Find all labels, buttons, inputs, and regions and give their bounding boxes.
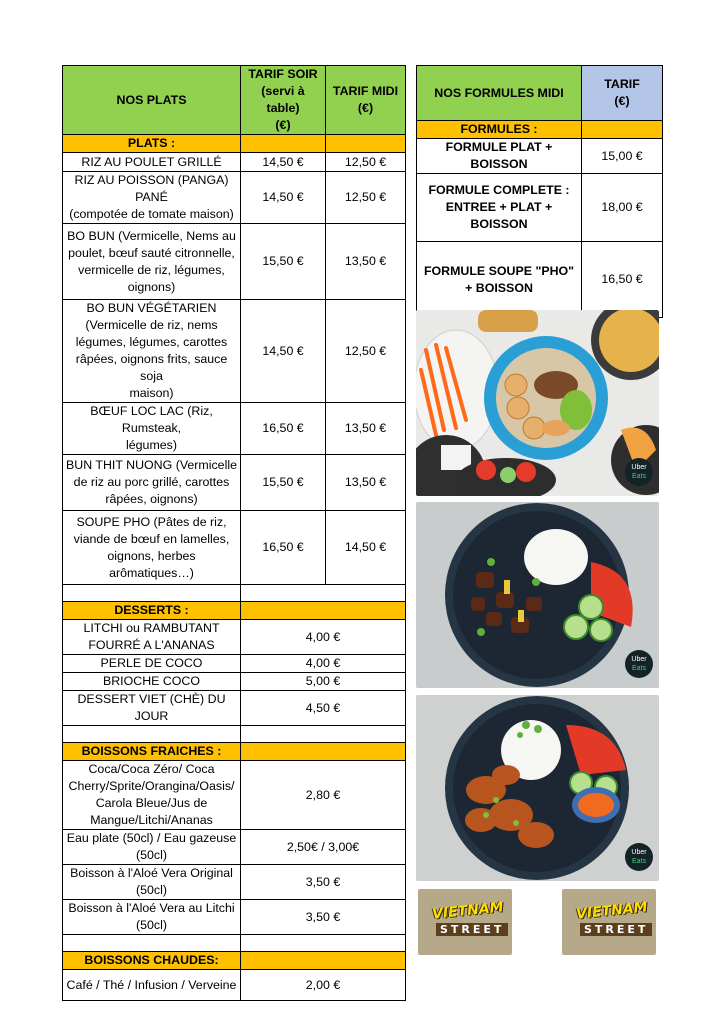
item-name-line: (50cl) — [136, 883, 167, 897]
item-price: 4,00 € — [241, 655, 406, 673]
item-name-line: ENTREE + PLAT + BOISSON — [445, 200, 553, 231]
boisson-chaude-row — [63, 970, 406, 1001]
item-name-line: Boisson à l'Aloé Vera Original — [70, 866, 233, 880]
vietnam-street-logo — [562, 889, 656, 955]
formule-row — [417, 139, 663, 174]
item-name-line: Coca/Coca Zéro/ Coca — [88, 762, 215, 776]
logo-line1: VIETNAM — [575, 899, 649, 923]
price-midi: 14,50 € — [326, 511, 406, 585]
item-price: 3,50 € — [241, 865, 406, 900]
formule-name — [417, 139, 582, 174]
badge-line2: Eats — [631, 473, 646, 480]
item-name-line: poulet, bœuf sauté citronnelle, — [68, 245, 235, 260]
plat-row — [63, 511, 406, 585]
section-label-desserts: DESSERTS : — [63, 602, 241, 620]
bo-bun-illustration — [416, 310, 659, 496]
boisson-fraiche-row — [63, 761, 406, 830]
beef-rice-photo — [416, 502, 659, 688]
bo-bun-photo — [416, 310, 659, 496]
formule-row — [417, 174, 663, 242]
item-name-line: RIZ AU POULET GRILLÉ — [81, 154, 222, 169]
item-name-line: FORMULE PLAT + BOISSON — [445, 140, 553, 171]
tarif-soir-line1: TARIF SOIR — [248, 67, 318, 81]
item-name-line: BŒUF LOC LAC (Riz, Rumsteak, — [90, 404, 213, 435]
section-row-plats — [63, 135, 406, 153]
item-name-line: BRIOCHE COCO — [102, 674, 201, 688]
item-name — [63, 865, 241, 900]
formule-name — [417, 174, 582, 242]
price-midi: 12,50 € — [326, 153, 406, 172]
dessert-row — [63, 620, 406, 655]
badge-line2: Eats — [631, 665, 646, 672]
item-name-line: oignons, herbes arômatiques…) — [107, 548, 196, 580]
item-name — [63, 655, 241, 673]
item-name-line: Cherry/Sprite/Orangina/Oasis/ — [68, 779, 235, 793]
spacer-row — [63, 726, 406, 743]
item-name-line: légumes, légumes, carottes — [75, 335, 228, 349]
item-price: 2,00 € — [241, 970, 406, 1001]
item-price: 3,50 € — [241, 900, 406, 935]
item-price: 2,80 € — [241, 761, 406, 830]
item-name-line: BO BUN (Vermicelle, Nems au — [67, 228, 236, 243]
item-name-line: de riz au porc grillé, carottes — [73, 475, 230, 489]
section-label-formules: FORMULES : — [417, 121, 582, 139]
price-soir: 15,50 € — [241, 224, 326, 300]
tarif-soir-heading — [241, 66, 326, 135]
item-name-line: légumes) — [126, 438, 177, 452]
item-name-line: FORMULE COMPLETE : — [428, 183, 570, 197]
spacer-row — [63, 935, 406, 952]
plat-name — [63, 300, 241, 403]
item-name — [63, 761, 241, 830]
plat-row — [63, 300, 406, 403]
item-name-line: BO BUN VÉGÉTARIEN — [86, 301, 217, 315]
nos-formules-heading: NOS FORMULES MIDI — [417, 66, 582, 121]
tarif-soir-line3: (€) — [275, 118, 291, 132]
plat-name — [63, 172, 241, 224]
item-name-line: Mangue/Litchi/Ananas — [90, 813, 213, 827]
plats-header-row — [63, 66, 406, 135]
logo-line2: STREET — [580, 923, 652, 936]
tarif-midi-line1: TARIF MIDI — [332, 84, 399, 98]
chicken-rice-illustration — [416, 695, 659, 881]
item-name-line: viande de bœuf en lamelles, — [73, 531, 230, 546]
item-name — [63, 830, 241, 865]
formules-price-table — [416, 65, 663, 318]
tarif-line2: (€) — [614, 94, 630, 108]
dessert-row — [63, 673, 406, 691]
uber-eats-badge — [625, 458, 653, 486]
item-name-line: RIZ AU POISSON (PANGA) PANÉ — [74, 173, 229, 204]
nos-plats-heading: NOS PLATS — [63, 66, 241, 135]
item-price: 4,50 € — [241, 691, 406, 726]
plat-name — [63, 455, 241, 511]
tarif-midi-line2: (€) — [357, 101, 374, 115]
item-name-line: BUN THIT NUONG (Vermicelle — [66, 458, 237, 472]
item-name-line: râpées, oignons) — [105, 492, 198, 506]
item-name — [63, 970, 241, 1001]
uber-eats-badge — [625, 843, 653, 871]
price-midi: 13,50 € — [326, 224, 406, 300]
price-soir: 16,50 € — [241, 403, 326, 455]
item-name-line: maison) — [129, 386, 174, 400]
item-name — [63, 620, 241, 655]
section-label-boissons-chaudes: BOISSONS CHAUDES: — [63, 952, 241, 970]
badge-line1: Uber — [631, 656, 647, 663]
section-row-boissons-chaudes — [63, 952, 406, 970]
plat-name — [63, 403, 241, 455]
item-name-line: râpées, oignons frits, sauce soja — [75, 352, 228, 383]
plat-row — [63, 224, 406, 300]
formule-price: 15,00 € — [582, 139, 663, 174]
item-price: 4,00 € — [241, 620, 406, 655]
price-midi: 12,50 € — [326, 172, 406, 224]
formules-list — [417, 139, 663, 318]
section-label-plats: PLATS : — [63, 135, 241, 153]
formule-price: 16,50 € — [582, 242, 663, 318]
boisson-fraiche-row — [63, 830, 406, 865]
section-row-formules — [417, 121, 663, 139]
price-midi: 12,50 € — [326, 300, 406, 403]
plat-row — [63, 403, 406, 455]
item-price: 5,00 € — [241, 673, 406, 691]
dessert-row — [63, 655, 406, 673]
tarif-midi-heading — [326, 66, 406, 135]
badge-line1: Uber — [631, 464, 647, 471]
boissons-chaudes-list — [63, 970, 406, 1001]
section-row-boissons-fraiches — [63, 743, 406, 761]
section-row-desserts — [63, 602, 406, 620]
boisson-fraiche-row — [63, 865, 406, 900]
beef-rice-illustration — [416, 502, 659, 688]
badge-line2: Eats — [631, 858, 646, 865]
item-name-line: (50cl) — [136, 848, 167, 862]
item-name-line: (compotée de tomate maison) — [69, 207, 234, 221]
boissons-fraiches-list — [63, 761, 406, 935]
plat-name — [63, 153, 241, 172]
logo-line2: STREET — [436, 923, 508, 936]
item-name-line: SOUPE PHO (Pâtes de riz, — [76, 514, 227, 529]
formules-header-row — [417, 66, 663, 121]
tarif-heading — [582, 66, 663, 121]
formule-row — [417, 242, 663, 318]
item-name — [63, 900, 241, 935]
item-name-line: (50cl) — [136, 918, 167, 932]
desserts-list — [63, 620, 406, 726]
item-name-line: Boisson à l'Aloé Vera au Litchi — [68, 901, 235, 915]
price-soir: 14,50 € — [241, 172, 326, 224]
plats-list — [63, 153, 406, 585]
price-soir: 15,50 € — [241, 455, 326, 511]
item-price: 2,50€ / 3,00€ — [241, 830, 406, 865]
plat-row — [63, 172, 406, 224]
section-label-boissons-fraiches: BOISSONS FRAICHES : — [63, 743, 241, 761]
price-midi: 13,50 € — [326, 403, 406, 455]
item-name-line: Café / Thé / Infusion / Verveine — [66, 977, 237, 992]
plat-name — [63, 224, 241, 300]
formule-name — [417, 242, 582, 318]
formule-price: 18,00 € — [582, 174, 663, 242]
item-name — [63, 673, 241, 691]
chicken-rice-photo — [416, 695, 659, 881]
boisson-fraiche-row — [63, 900, 406, 935]
price-soir: 16,50 € — [241, 511, 326, 585]
price-soir: 14,50 € — [241, 300, 326, 403]
price-midi: 13,50 € — [326, 455, 406, 511]
plat-row — [63, 455, 406, 511]
item-name-line: oignons) — [127, 279, 176, 294]
plats-price-table — [62, 65, 406, 1001]
logo-line1: VIETNAM — [431, 899, 505, 923]
item-name-line: FORMULE SOUPE "PHO" — [423, 263, 575, 278]
tarif-soir-line2: (servi à table) — [261, 84, 305, 115]
plat-name — [63, 511, 241, 585]
item-name-line: PERLE DE COCO — [100, 656, 203, 670]
item-name-line: LITCHI ou RAMBUTANT — [83, 621, 220, 635]
item-name-line: Eau plate (50cl) / Eau gazeuse — [66, 831, 237, 845]
item-name-line: vermicelle de riz, légumes, — [78, 262, 225, 277]
spacer-row — [63, 585, 406, 602]
item-name-line: + BOISSON — [465, 280, 533, 295]
price-soir: 14,50 € — [241, 153, 326, 172]
item-name-line: (Vermicelle de riz, nems — [85, 318, 218, 332]
item-name-line: DESSERT VIET (CHÈ) DU JOUR — [77, 692, 226, 723]
tarif-line1: TARIF — [604, 77, 640, 91]
item-name-line: FOURRÉ A L'ANANAS — [88, 638, 215, 652]
dessert-row — [63, 691, 406, 726]
item-name — [63, 691, 241, 726]
plat-row — [63, 153, 406, 172]
item-name-line: Carola Bleue/Jus de — [95, 796, 208, 810]
uber-eats-badge — [625, 650, 653, 678]
vietnam-street-logo — [418, 889, 512, 955]
badge-line1: Uber — [631, 849, 647, 856]
